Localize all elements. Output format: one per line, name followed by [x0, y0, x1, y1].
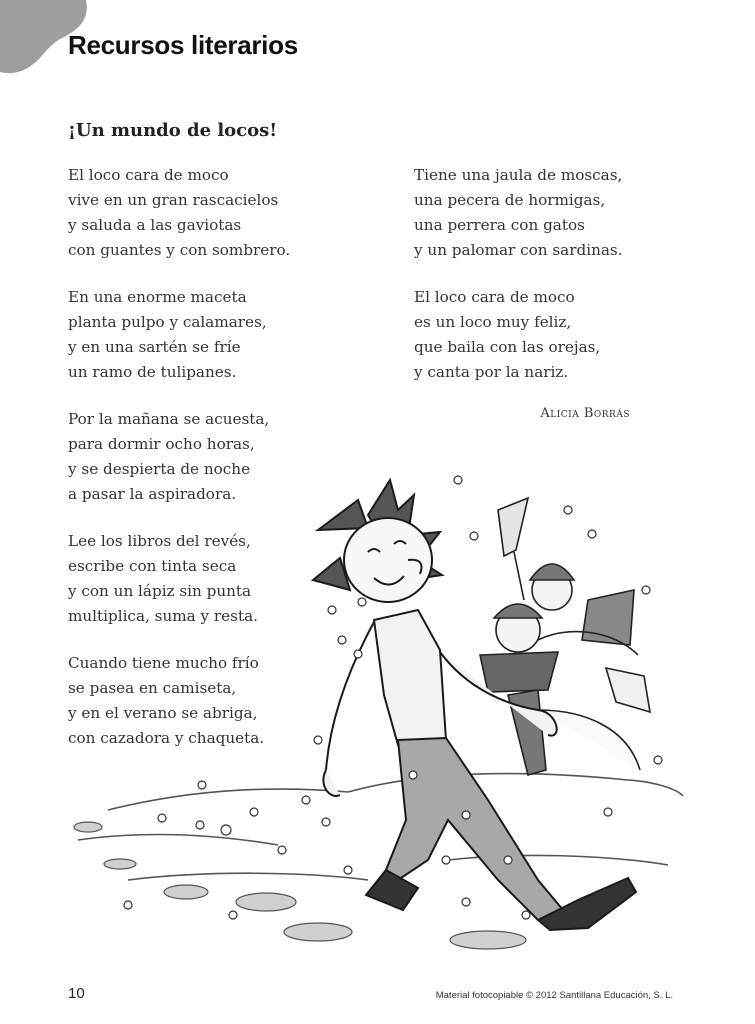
poem-line: se pasea en camiseta,: [68, 679, 237, 697]
poem-line: una pecera de hormigas,: [414, 191, 606, 209]
section-title: Recursos literarios: [68, 30, 298, 60]
stanza: [68, 163, 388, 263]
poem-line: y en el verano se abriga,: [68, 704, 258, 722]
poem-line: un ramo de tulipanes.: [68, 363, 237, 381]
poem-line: Tiene una jaula de moscas,: [414, 166, 623, 184]
poem-line: Por la mañana se acuesta,: [68, 410, 270, 428]
poem-line: Lee los libros del revés,: [68, 532, 251, 550]
poem-line: multiplica, suma y resta.: [68, 607, 258, 625]
poem-author: Alicia Borrás: [540, 406, 630, 421]
winter-illustration: [68, 440, 688, 960]
poem-line: y un palomar con sardinas.: [414, 241, 623, 259]
copyright-notice: Material fotocopiable © 2012 Santillana Educación, S. L.: [435, 990, 673, 1001]
poem-line: Cuando tiene mucho frío: [68, 654, 259, 672]
poem-line: El loco cara de moco: [414, 288, 575, 306]
poem-right-column: [414, 163, 634, 407]
poem-line: una perrera con gatos: [414, 216, 585, 234]
poem-line: con cazadora y chaqueta.: [68, 729, 265, 747]
background-figures: [480, 498, 650, 775]
poem-line: vive en un gran rascacielos: [68, 191, 279, 209]
snow-ground: [78, 774, 683, 880]
poem-title: ¡Un mundo de locos!: [68, 120, 278, 141]
poem-line: y saluda a las gaviotas: [68, 216, 242, 234]
poem-line: y canta por la nariz.: [414, 363, 569, 381]
footprints: [74, 822, 526, 949]
poem-line: con guantes y con sombrero.: [68, 241, 291, 259]
poem-line: planta pulpo y calamares,: [68, 313, 267, 331]
poem-line: que baila con las orejas,: [414, 338, 601, 356]
poem-line: a pasar la aspiradora.: [68, 485, 237, 503]
poem-line: escribe con tinta seca: [68, 557, 237, 575]
stanza: [414, 285, 634, 385]
poem-line: para dormir ocho horas,: [68, 435, 255, 453]
poem-line: El loco cara de moco: [68, 166, 229, 184]
poem-line: y se despierta de noche: [68, 460, 251, 478]
poem-line: y en una sartén se fríe: [68, 338, 241, 356]
walking-character: [313, 480, 636, 930]
poem-line: En una enorme maceta: [68, 288, 247, 306]
stanza: [414, 163, 634, 263]
poem-line: es un loco muy feliz,: [414, 313, 572, 331]
page-number: 10: [68, 985, 85, 1002]
stanza: [68, 285, 388, 385]
poem-line: y con un lápiz sin punta: [68, 582, 252, 600]
